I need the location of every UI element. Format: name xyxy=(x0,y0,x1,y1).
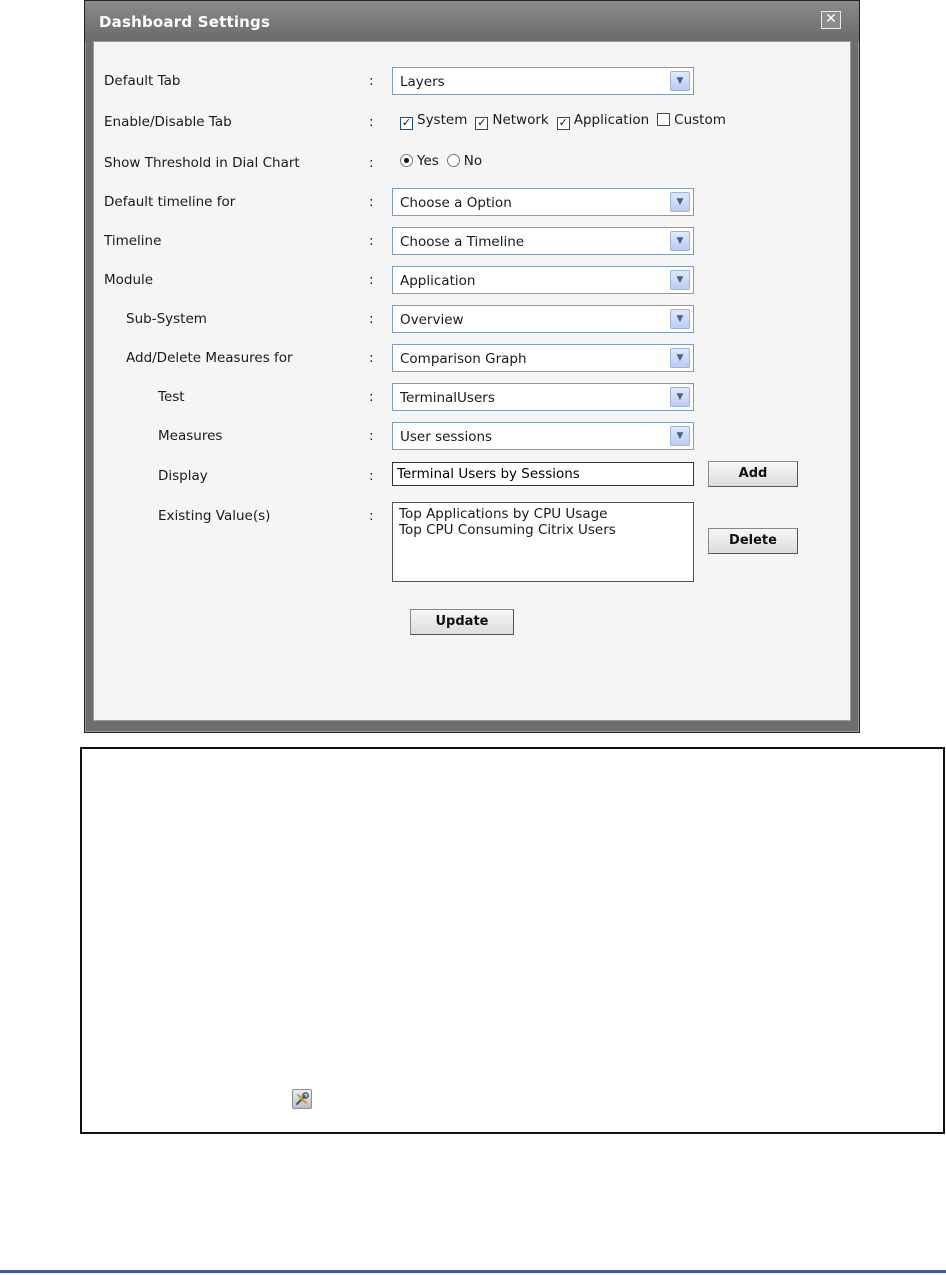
measures-value: User sessions xyxy=(400,429,493,445)
default-tab-label: Default Tab xyxy=(104,73,181,89)
module-value: Application xyxy=(400,273,476,289)
chevron-down-icon[interactable]: ▼ xyxy=(670,387,690,407)
timeline-select[interactable] xyxy=(392,227,694,255)
row-sub-system xyxy=(94,305,850,335)
display-label: Display xyxy=(158,468,208,484)
dashboard-settings-dialog xyxy=(84,0,860,733)
add-delete-measures-for-label: Add/Delete Measures for xyxy=(126,350,293,366)
checkbox-system[interactable]: ✓ xyxy=(401,116,412,129)
update-button[interactable]: Update xyxy=(410,609,514,635)
test-label: Test xyxy=(158,389,185,405)
threshold-radio-group xyxy=(400,153,490,169)
existing-values-label: Existing Value(s) xyxy=(158,508,271,524)
existing-values-listbox[interactable] xyxy=(392,502,694,582)
row-display xyxy=(94,462,850,492)
add-delete-measures-for-select[interactable] xyxy=(392,344,694,372)
checkbox-application[interactable]: ✓ xyxy=(558,116,568,129)
close-icon[interactable]: ✕ xyxy=(821,11,841,29)
chevron-down-icon[interactable]: ▼ xyxy=(670,270,690,290)
colon: : xyxy=(369,272,374,288)
row-module xyxy=(94,266,850,296)
checkbox-application-label: Application xyxy=(573,112,650,128)
timeline-value: Choose a Timeline xyxy=(400,234,525,250)
radio-no-label: No xyxy=(463,153,483,169)
timeline-label: Timeline xyxy=(104,233,162,249)
wrench-screwdriver-icon-graphic xyxy=(293,1090,311,1108)
measures-select[interactable] xyxy=(392,422,694,450)
list-item[interactable]: Top CPU Consuming Citrix Users xyxy=(399,522,616,538)
list-item[interactable]: Top Applications by CPU Usage xyxy=(399,506,608,522)
radio-yes-label: Yes xyxy=(417,153,439,169)
checkbox-custom-label: Custom xyxy=(674,112,726,128)
colon: : xyxy=(369,389,374,405)
dialog-titlebar xyxy=(85,1,859,41)
row-existing-values xyxy=(94,502,850,584)
checkbox-system-label: System xyxy=(417,112,468,128)
row-default-tab xyxy=(94,67,850,97)
colon: : xyxy=(369,468,374,484)
display-field[interactable] xyxy=(392,462,694,486)
dialog-body xyxy=(93,41,851,721)
row-timeline xyxy=(94,227,850,257)
sub-system-value: Overview xyxy=(400,312,464,328)
colon: : xyxy=(369,311,374,327)
tab-checkbox-group xyxy=(400,112,734,130)
colon: : xyxy=(369,428,374,444)
row-show-threshold xyxy=(94,149,850,179)
radio-yes[interactable] xyxy=(400,154,413,167)
add-button[interactable]: Add xyxy=(708,461,798,487)
wrench-screwdriver-icon xyxy=(292,1089,312,1109)
footer-rule xyxy=(0,1270,946,1273)
colon: : xyxy=(369,194,374,210)
delete-button[interactable]: Delete xyxy=(708,528,798,554)
checkbox-network-label: Network xyxy=(492,112,549,128)
checkbox-network[interactable]: ✓ xyxy=(477,116,487,129)
module-label: Module xyxy=(104,272,154,288)
default-timeline-for-value: Choose a Option xyxy=(400,195,512,211)
default-tab-value: Layers xyxy=(400,74,445,90)
test-select[interactable] xyxy=(392,383,694,411)
chevron-down-icon[interactable]: ▼ xyxy=(670,348,690,368)
row-test xyxy=(94,383,850,413)
dialog-title: Dashboard Settings xyxy=(99,13,271,31)
sub-system-label: Sub-System xyxy=(126,311,207,327)
row-add-delete-measures-for xyxy=(94,344,850,374)
chevron-down-icon[interactable]: ▼ xyxy=(670,309,690,329)
chevron-down-icon[interactable]: ▼ xyxy=(670,426,690,446)
show-threshold-label: Show Threshold in Dial Chart xyxy=(104,155,300,171)
module-select[interactable] xyxy=(392,266,694,294)
checkbox-custom[interactable] xyxy=(657,113,670,126)
colon: : xyxy=(369,155,374,171)
colon: : xyxy=(369,508,374,524)
chevron-down-icon[interactable]: ▼ xyxy=(670,192,690,212)
chevron-down-icon[interactable]: ▼ xyxy=(670,71,690,91)
colon: : xyxy=(369,73,374,89)
default-timeline-for-label: Default timeline for xyxy=(104,194,236,210)
info-box xyxy=(80,747,945,1134)
test-value: TerminalUsers xyxy=(400,390,495,406)
add-delete-measures-for-value: Comparison Graph xyxy=(400,351,527,367)
measures-label: Measures xyxy=(158,428,223,444)
colon: : xyxy=(369,233,374,249)
radio-no[interactable] xyxy=(447,154,460,167)
enable-disable-tab-label: Enable/Disable Tab xyxy=(104,114,232,130)
colon: : xyxy=(369,350,374,366)
row-enable-disable-tab xyxy=(94,108,850,138)
sub-system-select[interactable] xyxy=(392,305,694,333)
colon: : xyxy=(369,114,374,130)
default-timeline-for-select[interactable] xyxy=(392,188,694,216)
default-tab-select[interactable] xyxy=(392,67,694,95)
row-measures xyxy=(94,422,850,452)
chevron-down-icon[interactable]: ▼ xyxy=(670,231,690,251)
row-default-timeline-for xyxy=(94,188,850,218)
